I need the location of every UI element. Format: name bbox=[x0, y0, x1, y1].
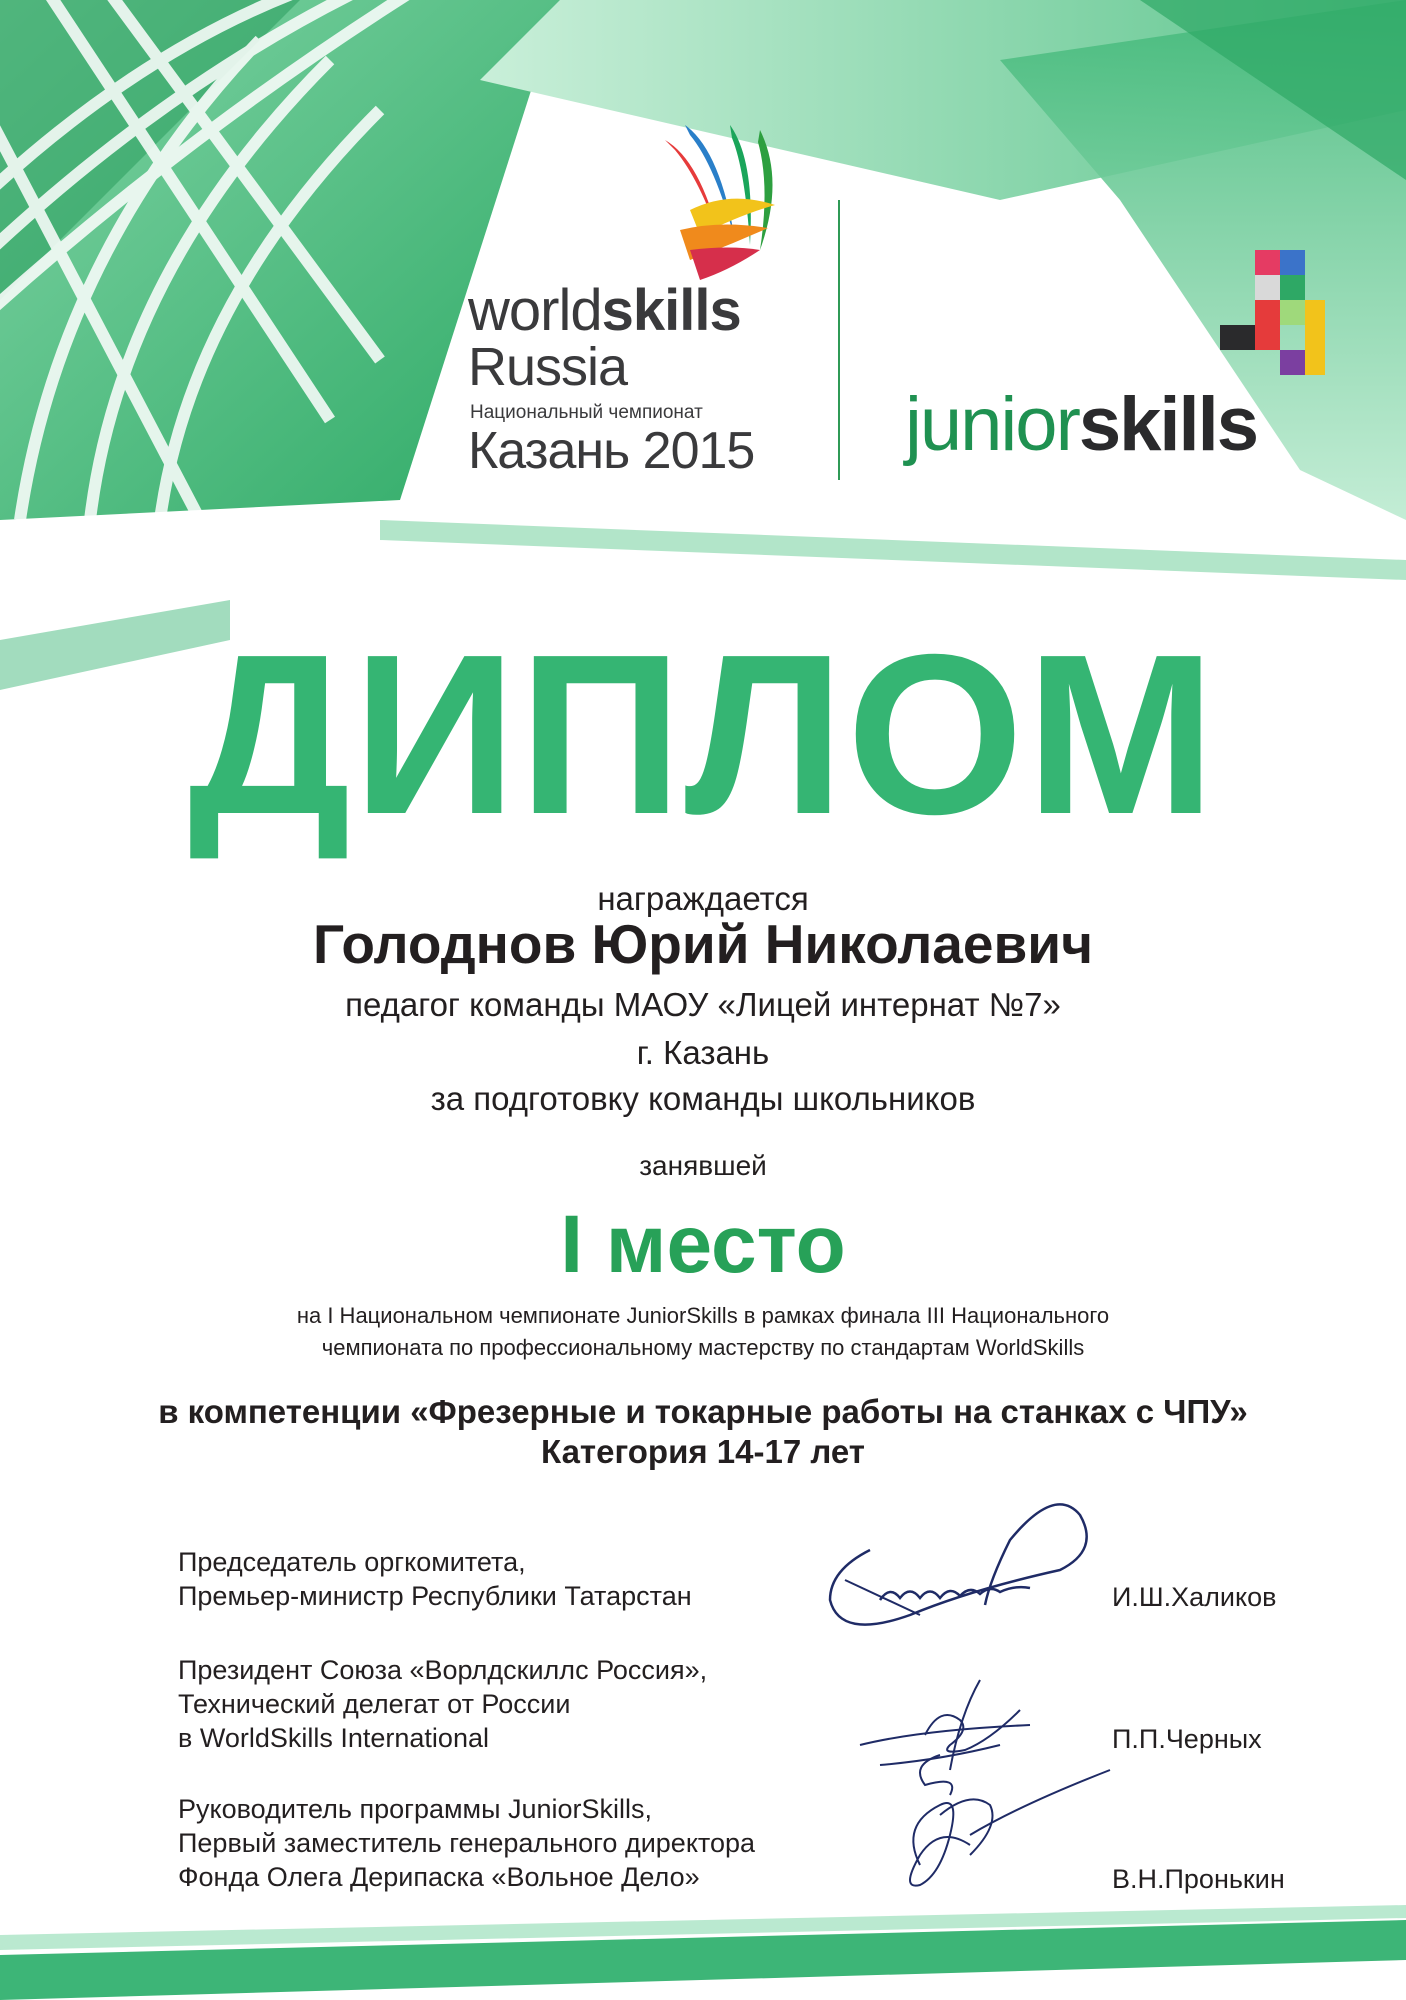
signatory-name-1: И.Ш.Халиков bbox=[1112, 1582, 1277, 1612]
signatory-title-line: Председатель оргкомитета, bbox=[178, 1547, 526, 1577]
category-label: Категория 14-17 лет bbox=[541, 1433, 865, 1470]
signatory-title-1 bbox=[178, 1545, 692, 1613]
competence-block bbox=[0, 1392, 1406, 1472]
signatory-title-line: Фонда Олега Дерипаска «Вольное Дело» bbox=[178, 1862, 700, 1892]
juniorskills-wordmark bbox=[905, 382, 1258, 467]
diploma-title: ДИПЛОМ bbox=[188, 608, 1218, 862]
place-heading: I место bbox=[560, 1199, 846, 1290]
event-description bbox=[0, 1300, 1406, 1364]
logo-divider bbox=[838, 200, 840, 480]
recipient-name: Голоднов Юрий Николаевич bbox=[312, 913, 1094, 975]
event-description-line: чемпионата по профессиональному мастерству по стандартам WorldSkills bbox=[321, 1335, 1085, 1360]
signatory-title-line: Первый заместитель генерального директора bbox=[178, 1828, 756, 1858]
signatory-name-2: П.П.Черных bbox=[1112, 1724, 1262, 1754]
signatory-title-3 bbox=[178, 1792, 755, 1894]
signatory-title-line: в WorldSkills International bbox=[178, 1723, 489, 1753]
signature-1-image bbox=[810, 1490, 1100, 1650]
signatory-title-2 bbox=[178, 1653, 707, 1755]
signatory-title-line: Президент Союза «Ворлдскиллс Россия», bbox=[178, 1655, 708, 1685]
signatory-title-line: Руководитель программы JuniorSkills, bbox=[178, 1794, 653, 1824]
juniorskills-blocks-icon bbox=[1215, 245, 1330, 385]
recipient-role: педагог команды МАОУ «Лицей интернат №7» bbox=[345, 986, 1061, 1023]
worldskills-word-light: world bbox=[468, 278, 602, 343]
competence-name: в компетенции «Фрезерные и токарные работы на станках с ЧПУ» bbox=[158, 1393, 1248, 1430]
worldskills-word-bold: skills bbox=[601, 278, 741, 343]
juniorskills-word-light: junior bbox=[905, 382, 1079, 467]
signatory-title-line: Технический делегат от России bbox=[178, 1689, 571, 1719]
worldskills-swoosh-icon bbox=[660, 120, 790, 290]
worldskills-event: Национальный чемпионат bbox=[470, 402, 703, 423]
recipient-city: г. Казань bbox=[636, 1034, 770, 1071]
signatory-title-line: Премьер-министр Республики Татарстан bbox=[178, 1581, 692, 1611]
event-description-line: на I Национальном чемпионате JuniorSkills в рамках финала III Национального bbox=[296, 1303, 1110, 1328]
worldskills-country: Russia bbox=[468, 337, 628, 397]
juniorskills-word-bold: skills bbox=[1078, 382, 1258, 467]
took-label: занявшей bbox=[639, 1150, 767, 1181]
worldskills-city-year: Казань 2015 bbox=[468, 422, 755, 480]
signatory-name-3: В.Н.Пронькин bbox=[1112, 1864, 1285, 1894]
awarded-label: награждается bbox=[597, 880, 809, 917]
worldskills-wordmark bbox=[468, 278, 741, 343]
award-reason: за подготовку команды школьников bbox=[430, 1080, 976, 1117]
signature-3-image bbox=[880, 1745, 1120, 1895]
